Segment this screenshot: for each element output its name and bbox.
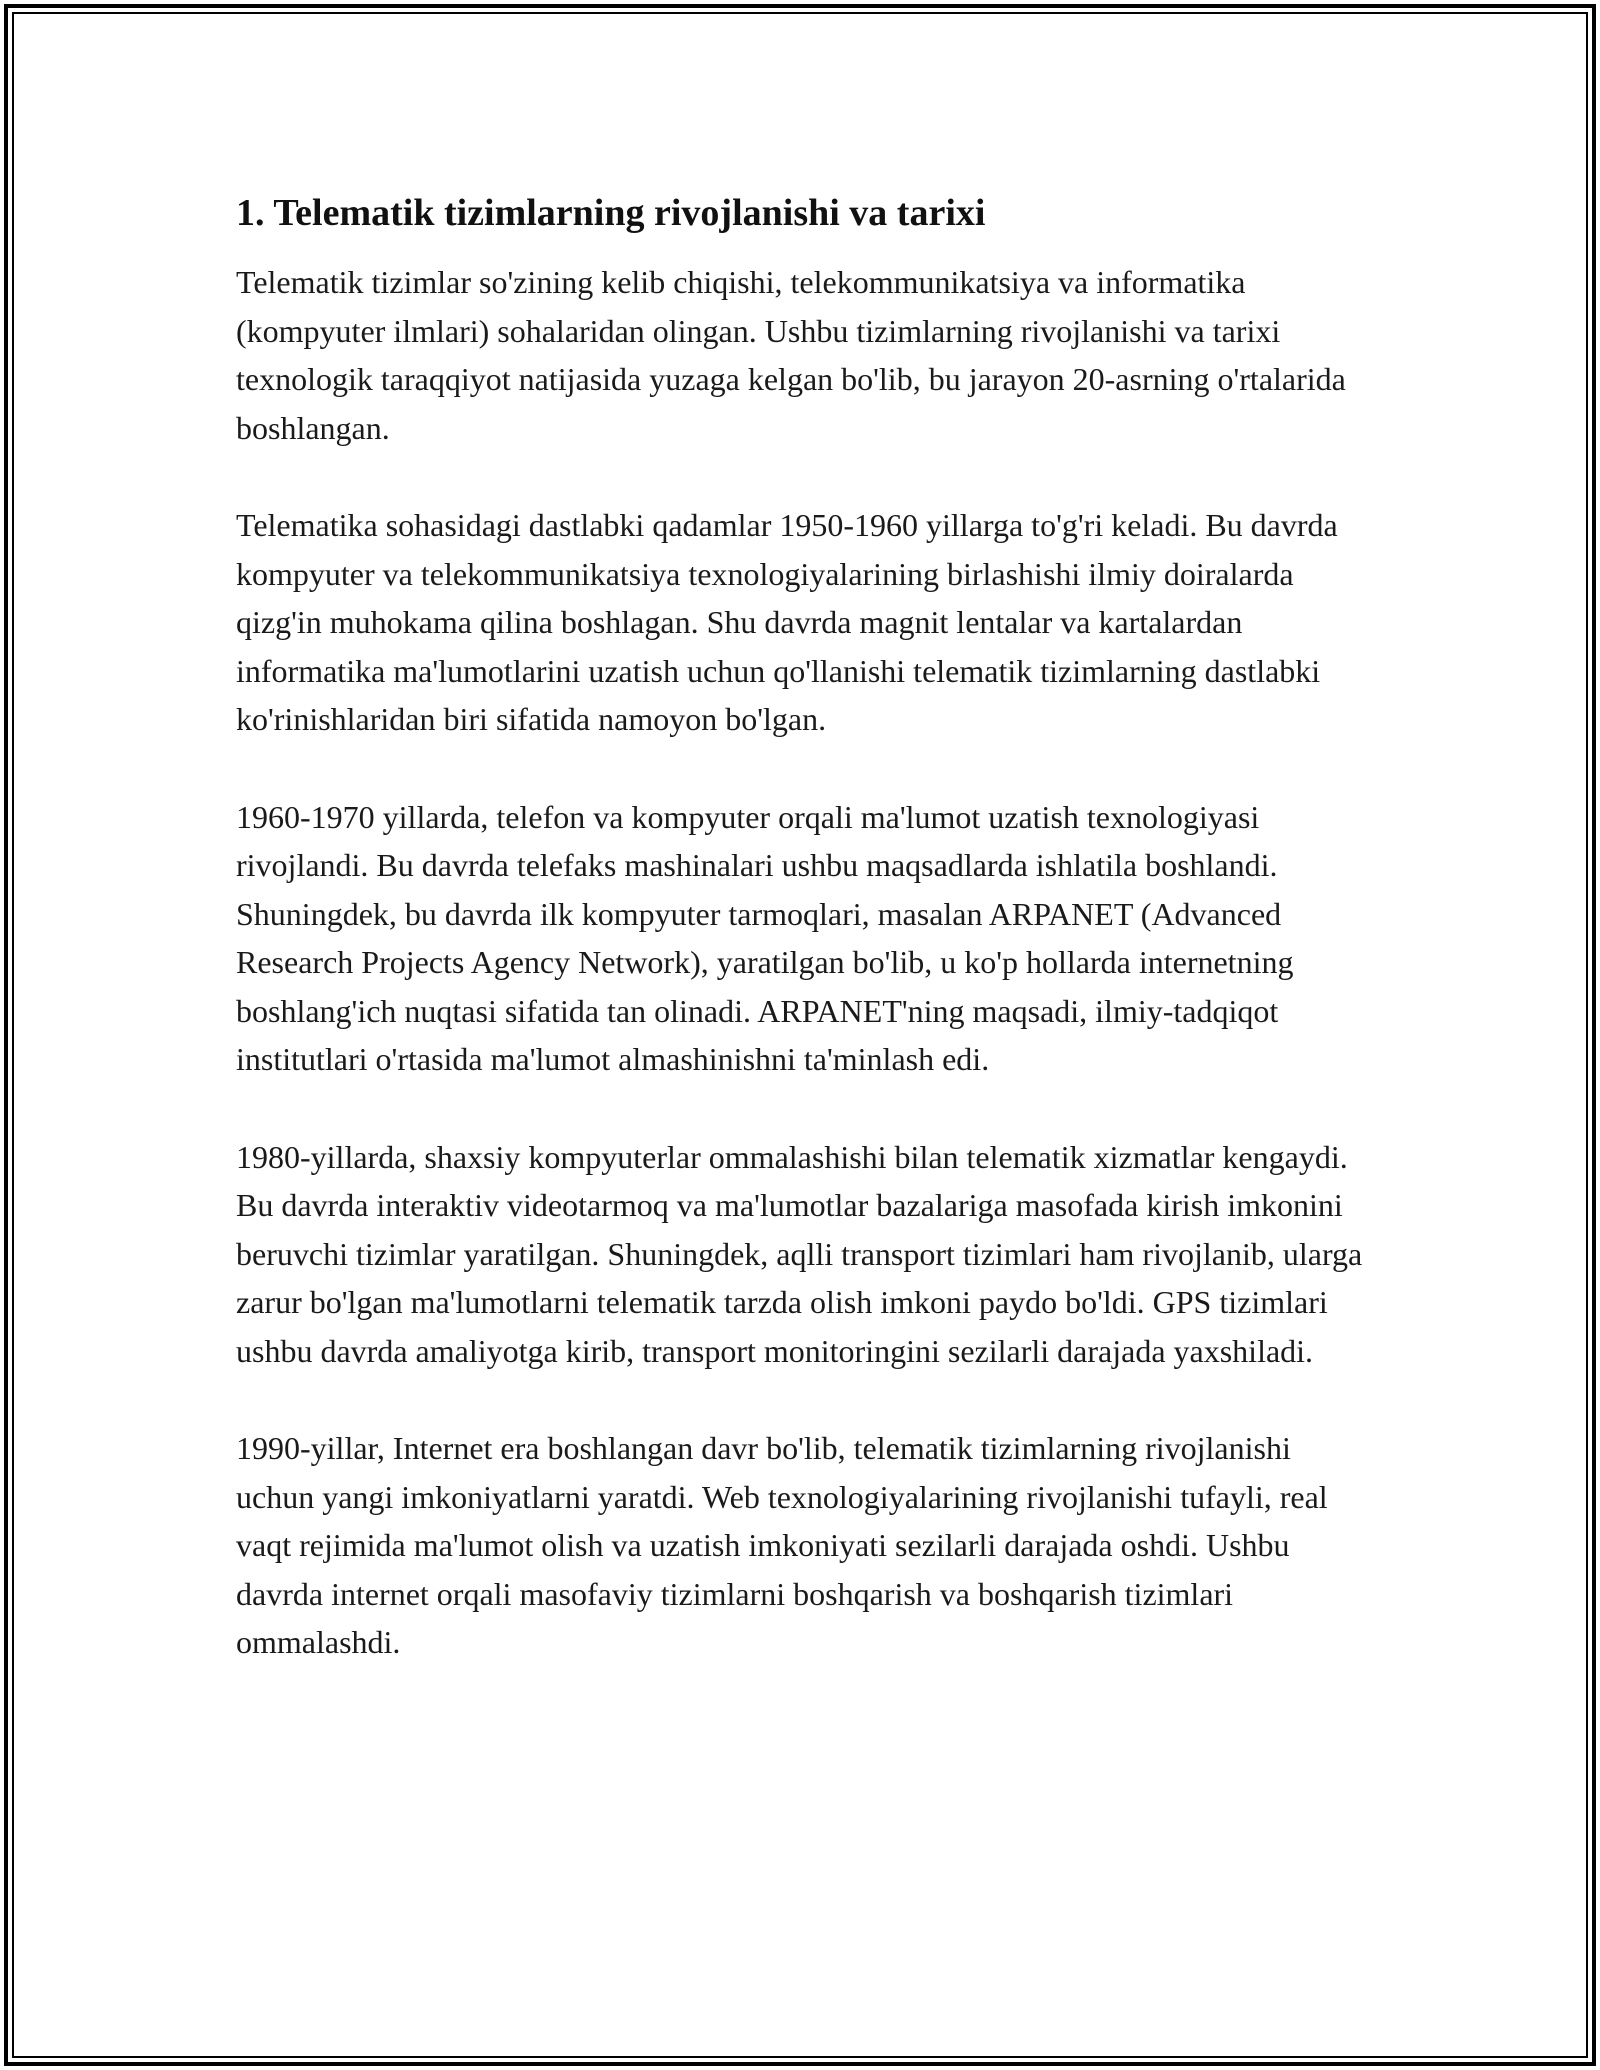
section-heading: 1. Telematik tizimlarning rivojlanishi va tarixi — [236, 192, 986, 234]
document-body — [236, 188, 1376, 1716]
paragraph-1990s: 1990-yillar, Internet era boshlangan davr bo'lib, telematik tizimlarning rivojlanishi uchun yangi imkoniyatlarni yaratdi. Web texnologiyalarining rivojlanishi tufayli, real vaqt rejimida ma'lumot olish va uzatish imkoniyati sezilarli darajada oshdi. Ushbu davrda internet orqali masofaviy tizimlarni boshqarish va boshqarish tizimlari ommalashdi. — [236, 1430, 1328, 1660]
paragraph-1950s: Telematika sohasidagi dastlabki qadamlar 1950-1960 yillarga to'g'ri keladi. Bu davrda kompyuter va telekommunikatsiya texnologiyalarining birlashishi ilmiy doiralarda qizg'in muhokama qilina boshlagan. Shu davrda magnit lentalar va kartalardan informatika ma'lumotlarini uzatish uchun qo'llanishi telematik tizimlarning dastlabki ko'rinishlaridan biri sifatida namoyon bo'lgan. — [236, 507, 1338, 737]
paragraph-1980s: 1980-yillarda, shaxsiy kompyuterlar ommalashishi bilan telematik xizmatlar kengaydi. Bu davrda interaktiv videotarmoq va ma'lumotlar bazalariga masofada kirish imkonini beruvchi tizimlar yaratilgan. Shuningdek, aqlli transport tizimlari ham rivojlanib, ularga zarur bo'lgan ma'lumotlarni telematik tarzda olish imkoni paydo bo'ldi. GPS tizimlari ushbu davrda amaliyotga kirib, transport monitoringini sezilarli darajada yaxshiladi. — [236, 1138, 1363, 1369]
paragraph-intro: Telematik tizimlar so'zining kelib chiqishi, telekommunikatsiya va informatika (kompyuter ilmlari) sohalaridan olingan. Ushbu tizimlarning rivojlanishi va tarixi texnologik taraqqiyot natijasida yuzaga kelgan bo'lib, bu jarayon 20-asrning o'rtalarida boshlangan. — [236, 264, 1346, 446]
paragraph-1960s: 1960-1970 yillarda, telefon va kompyuter orqali ma'lumot uzatish texnologiyasi rivojlandi. Bu davrda telefaks mashinalari ushbu maqsadlarda ishlatila boshlandi. Shuningdek, bu davrda ilk kompyuter tarmoqlari, masalan ARPANET (Advanced Research Projects Agency Network), yaratilgan bo'lib, u ko'p hollarda internetning boshlang'ich nuqtasi sifatida tan olinadi. ARPANET'ning maqsadi, ilmiy-tadqiqot institutlari o'rtasida ma'lumot almashinishni ta'minlash edi. — [236, 798, 1294, 1077]
